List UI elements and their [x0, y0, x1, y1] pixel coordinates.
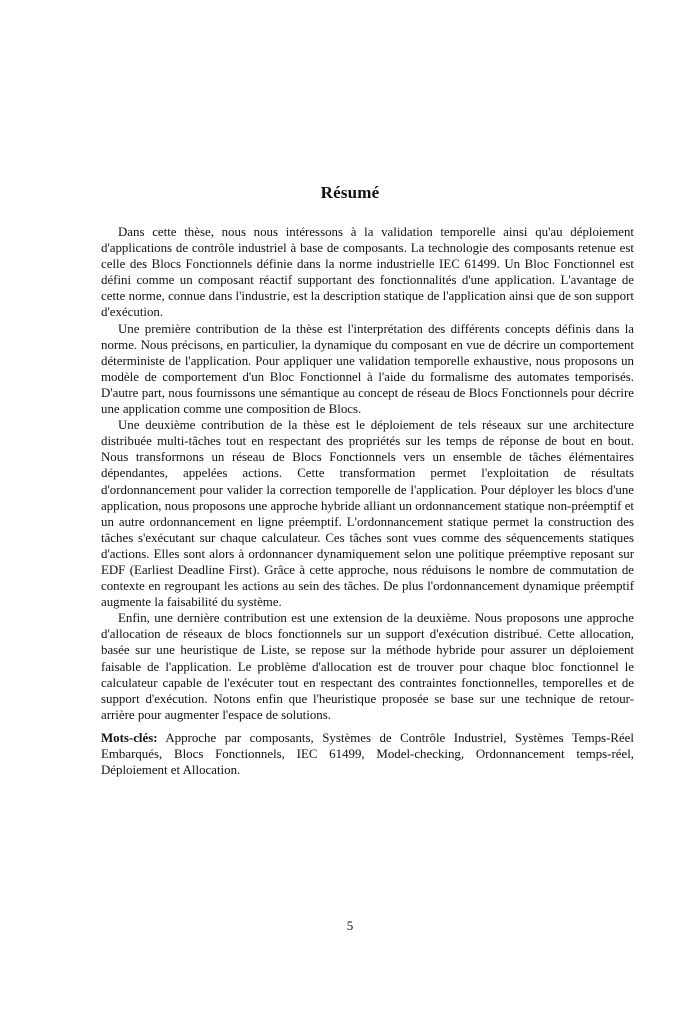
keywords-text: Approche par composants, Systèmes de Contrôle Industriel, Systèmes Temps-Réel Embarqués, Blocs Fonctionnels, IEC 61499, Model-checking, Ordonnancement temps-réel, Déploiement et Allocation.: [101, 731, 634, 778]
keywords-line: [101, 730, 634, 778]
page-title: Résumé: [320, 183, 380, 202]
keywords-label: Mots-clés:: [101, 731, 158, 745]
page-number: 5: [346, 918, 354, 933]
paragraph-4: Enfin, une dernière contribution est une extension de la deuxième. Nous proposons une approche d'allocation de réseaux de blocs fonctionnels sur un support d'exécution distribué. Cette allocation, basée sur une heuristique de Liste, se repose sur la méthode hybride pour assurer un déploiement faisable de l'application. Le problème d'allocation est de trouver pour chaque bloc fonctionnel le calculateur capable de l'exécuter tout en respectant des contraintes fonctionnelles, temporelles et de support d'exécution. Notons enfin que l'heuristique proposée se base sur une technique de retour-arrière pour augmenter l'espace de solutions.: [101, 611, 634, 722]
paragraph-2: Une première contribution de la thèse est l'interprétation des différents concepts définis dans la norme. Nous précisons, en particulier, la dynamique du composant en vue de décrire un comportement déterministe de l'application. Pour appliquer une validation temporelle exhaustive, nous proposons un modèle de comportement d'un Bloc Fonctionnel à l'aide du formalisme des automates temporisés. D'autre part, nous fournissons une sémantique au concept de réseau de Blocs Fonctionnels pour décrire une application comme une composition de Blocs.: [101, 321, 634, 417]
paragraph-3: Une deuxième contribution de la thèse est le déploiement de tels réseaux sur une architecture distribuée multi-tâches tout en respectant des propriétés sur les temps de réponse de bout en bout. Nous transformons un réseau de Blocs Fonctionnels vers un ensemble de tâches élémentaires dépendantes, appelées actions. Cette transformation permet l'exploitation de résultats d'ordonnancement pour valider la correction temporelle de l'application. Pour déployer les blocs d'une application, nous proposons une approche hybride alliant un ordonnancement statique non-préemptif et un autre ordonnancement en ligne préemptif. L'ordonnancement statique permet la construction des tâches s'exécutant sur chaque calculateur. Ces tâches sont vues comme des séquencements statiques d'actions. Elles sont alors à ordonnancer dynamiquement selon une politique préemptive reposant sur EDF (Earliest Deadline First). Grâce à cette approche, nous réduisons le nombre de commutation de contexte en regroupant les actions au sein des tâches. De plus l'ordonnancement dynamique préemptif augmente la faisabilité du système.: [101, 418, 634, 610]
abstract-body: [101, 224, 634, 723]
paragraph-1: Dans cette thèse, nous nous intéressons à la validation temporelle ainsi qu'au déploiement d'applications de contrôle industriel à base de composants. La technologie des composants retenue est celle des Blocs Fonctionnels définie dans la norme industrielle IEC 61499. Un Bloc Fonctionnel est défini comme un composant réactif supportant des fonctionnalités d'une application. L'avantage de cette norme, connue dans l'industrie, est la description statique de l'application ainsi que de son support d'exécution.: [101, 225, 634, 320]
